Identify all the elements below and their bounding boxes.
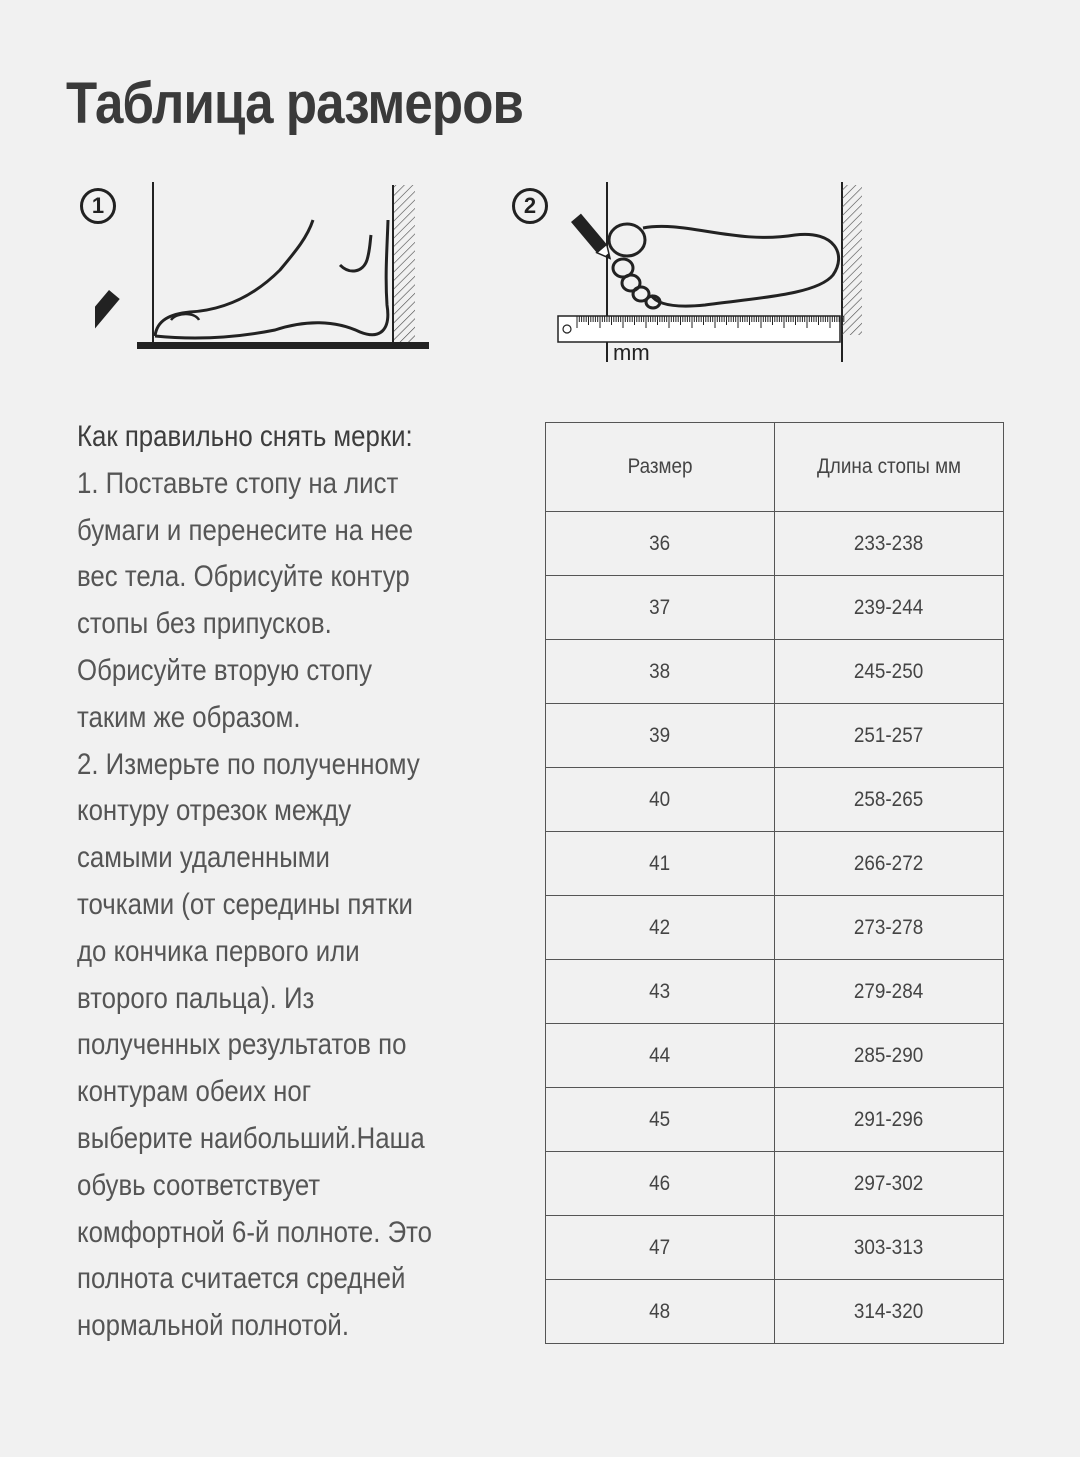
length-cell: 266-272 [775,832,1004,896]
table-header-row [546,423,1004,512]
instructions-line: Обрисуйте вторую стопу [77,653,373,687]
instructions-line: 2. Измерьте по полученному [77,747,420,781]
length-cell: 273-278 [775,896,1004,960]
instructions-line: точками (от середины пятки [77,887,413,921]
instructions-line: выберите наибольший.Наша [77,1121,425,1155]
table-row [546,832,1004,896]
table-row [546,1088,1004,1152]
table-row [546,704,1004,768]
size-cell: 46 [546,1152,775,1216]
table-row [546,1152,1004,1216]
instructions-text [77,414,524,1350]
length-cell: 291-296 [775,1088,1004,1152]
table-row [546,1216,1004,1280]
instructions-line: обувь соответствует [77,1168,321,1202]
foot-sole-icon [555,180,875,365]
table-row [546,640,1004,704]
instructions-line: самыми удаленными [77,841,330,875]
step-2-number: 2 [512,188,548,224]
instructions-line: второго пальца). Из [77,981,315,1015]
length-cell: 251-257 [775,704,1004,768]
size-table [545,422,1004,1344]
length-cell: 239-244 [775,576,1004,640]
length-cell: 285-290 [775,1024,1004,1088]
size-cell: 36 [546,512,775,576]
table-row [546,1024,1004,1088]
ruler-unit-label: mm [613,340,650,365]
step-1-number: 1 [80,188,116,224]
size-cell: 38 [546,640,775,704]
length-cell: 314-320 [775,1280,1004,1344]
instructions-line: до кончика первого или [77,934,360,968]
instructions-line: комфортной 6-й полноте. Это [77,1215,433,1249]
instructions-line: полученных результатов по [77,1028,407,1062]
size-cell: 43 [546,960,775,1024]
table-row [546,960,1004,1024]
length-cell: 233-238 [775,512,1004,576]
instructions-line: стопы без припусков. [77,607,332,641]
instructions-line: бумаги и перенесите на нее [77,513,414,547]
column-header-size: Размер [546,423,775,512]
instructions-heading: Как правильно снять мерки: [77,420,413,453]
size-cell: 45 [546,1088,775,1152]
instructions-line: таким же образом. [77,700,301,734]
size-cell: 41 [546,832,775,896]
table-row [546,768,1004,832]
table-row [546,512,1004,576]
size-cell: 47 [546,1216,775,1280]
size-cell: 37 [546,576,775,640]
size-cell: 48 [546,1280,775,1344]
instructions-line: вес тела. Обрисуйте контур [77,560,410,594]
table-row [546,576,1004,640]
page-title: Таблица размеров [66,71,523,136]
foot-side-view-icon [95,180,435,355]
instructions-line: полнота считается средней [77,1262,406,1296]
instructions-line: нормальной полнотой. [77,1309,350,1343]
length-cell: 258-265 [775,768,1004,832]
pencil-icon [95,290,120,342]
instructions-line: 1. Поставьте стопу на лист [77,466,399,500]
ruler-icon [558,316,844,342]
column-header-foot-length: Длина стопы мм [775,423,1004,512]
length-cell: 245-250 [775,640,1004,704]
length-cell: 297-302 [775,1152,1004,1216]
size-cell: 40 [546,768,775,832]
instructions-line: контуру отрезок между [77,794,352,828]
size-cell: 39 [546,704,775,768]
size-cell: 44 [546,1024,775,1088]
table-row [546,896,1004,960]
table-row [546,1280,1004,1344]
size-cell: 42 [546,896,775,960]
length-cell: 279-284 [775,960,1004,1024]
instructions-line: контурам обеих ног [77,1075,312,1109]
length-cell: 303-313 [775,1216,1004,1280]
